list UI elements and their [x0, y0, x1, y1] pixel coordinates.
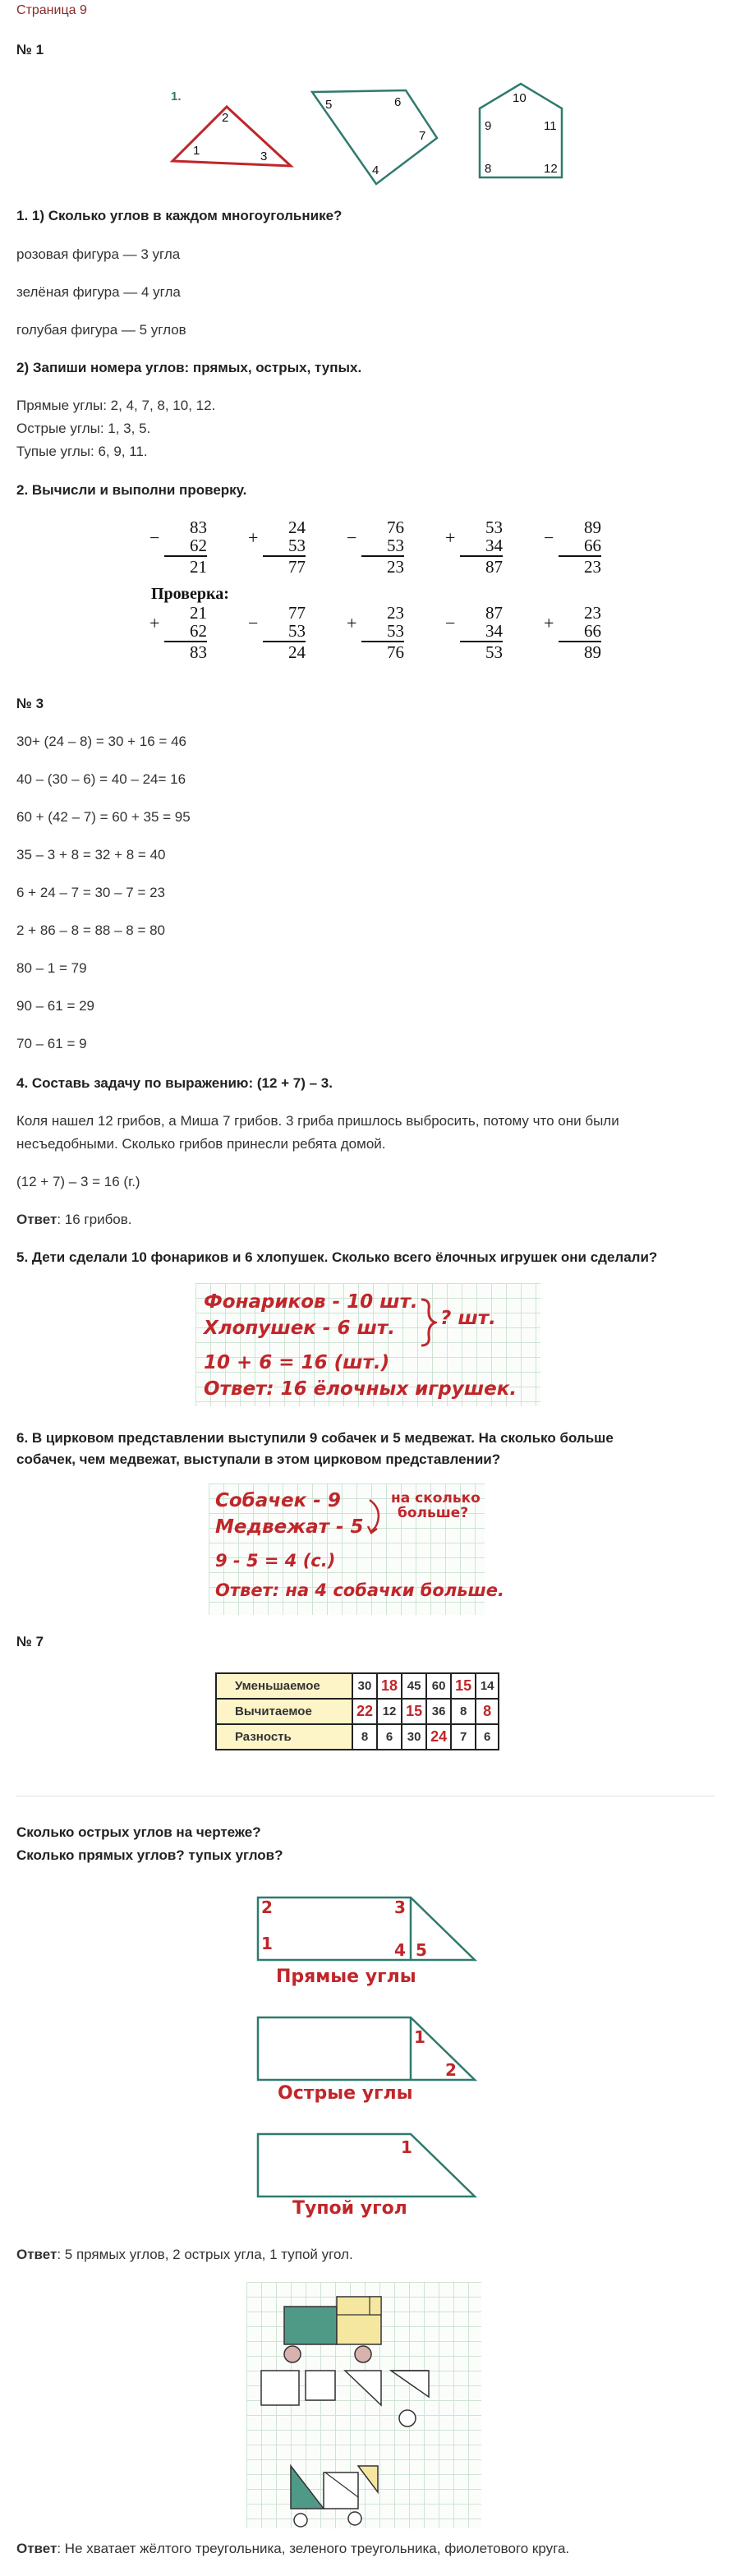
expression-line: 80 – 1 = 79: [16, 960, 87, 976]
task7-heading: № 7: [16, 1634, 44, 1649]
answer-line: Острые углы: 1, 3, 5.: [16, 421, 151, 436]
task5-heading: 5. Дети сделали 10 фонариков и 6 хлопушек. Сколько всего ёлочных игрушек они сделали?: [16, 1249, 658, 1265]
table-row: [216, 1724, 499, 1750]
operation-sign: −: [544, 527, 554, 548]
white-square: [306, 2371, 335, 2400]
result-number: 23: [387, 557, 404, 577]
answer-line: зелёная фигура — 4 угла: [16, 284, 181, 300]
answer-line: Прямые углы: 2, 4, 7, 8, 10, 12.: [16, 398, 216, 413]
operand-number: 21: [190, 603, 207, 623]
angles-question: Сколько прямых углов? тупых углов?: [16, 1847, 283, 1863]
result-number: 21: [190, 557, 207, 577]
white-triangle: [391, 2371, 429, 2397]
result-line: [361, 641, 404, 642]
operand-number: 23: [387, 603, 404, 623]
table-cell: 8: [476, 1699, 499, 1724]
expression-line: 35 – 3 + 8 = 32 + 8 = 40: [16, 847, 166, 862]
operand-number: 76: [387, 518, 404, 537]
table-cell: 15: [402, 1699, 426, 1724]
angle-num: 1: [261, 1934, 273, 1953]
hw-line: 9 - 5 = 4 (с.): [215, 1551, 336, 1571]
angle-num: 2: [445, 2060, 457, 2080]
column-calculation: [347, 518, 404, 600]
task6-heading: собачек, чем медвежат, выступали в этом цирковом представлении?: [16, 1451, 501, 1467]
operation-sign: −: [248, 613, 259, 633]
result-line: [460, 555, 503, 557]
answer-text: : 16 грибов.: [57, 1212, 132, 1227]
operand-number: 66: [584, 621, 601, 641]
column-calculation: [544, 603, 601, 685]
operand-number: 83: [190, 518, 207, 537]
task6-heading: 6. В цирковом представлении выступили 9 собачек и 5 медвежат. На сколько больше: [16, 1430, 614, 1446]
puzzle-shapes: [246, 2282, 481, 2528]
result-line: [559, 555, 601, 557]
house-num: 8: [485, 162, 492, 176]
operation-sign: −: [347, 527, 357, 548]
table-cell: 18: [377, 1673, 402, 1699]
row-label: Вычитаемое: [216, 1699, 352, 1724]
row-label: Разность: [216, 1724, 352, 1750]
operand-number: 53: [288, 621, 306, 641]
column-calculation: [347, 603, 404, 685]
expression-line: 30+ (24 – 8) = 30 + 16 = 46: [16, 734, 186, 749]
hw-note: больше?: [398, 1505, 469, 1521]
angle-num: 4: [394, 1940, 406, 1960]
hw-line: Хлопушек - 6 шт.: [204, 1318, 395, 1339]
angle-num: 1: [414, 2027, 425, 2047]
result-number: 77: [288, 557, 306, 577]
result-line: [559, 641, 601, 642]
table-cell: 14: [476, 1673, 499, 1699]
polygons-figure: [156, 76, 460, 191]
expression-line: 2 + 86 – 8 = 88 – 8 = 80: [16, 922, 166, 938]
pentagon-num: 6: [394, 95, 402, 109]
operand-number: 24: [288, 518, 306, 537]
table-row: [216, 1699, 499, 1724]
answer-text: : Не хватает жёлтого треугольника, зеленого треугольника, фиолетового круга.: [57, 2541, 570, 2556]
result-number: 23: [584, 557, 601, 577]
hw-line: Ответ: 16 ёлочных игрушек.: [204, 1378, 517, 1400]
hw-line: Фонариков - 10 шт.: [204, 1291, 418, 1313]
house-num: 10: [513, 91, 527, 105]
hw-line: Ответ: на 4 собачки больше.: [215, 1580, 505, 1600]
operation-sign: +: [445, 527, 456, 548]
angles-answer: [16, 2246, 353, 2264]
white-square: [324, 2472, 358, 2509]
task6-notebook: [209, 1484, 505, 1615]
hw-note: на сколько: [391, 1490, 481, 1506]
hw-line: 10 + 6 = 16 (шт.): [204, 1352, 390, 1373]
task4-text: несъедобными. Сколько грибов принесли ребята домой.: [16, 1136, 386, 1152]
pentagon-num: 4: [372, 163, 379, 177]
white-circle: [348, 2512, 361, 2525]
operand-number: 77: [288, 603, 306, 623]
expression-line: 40 – (30 – 6) = 40 – 24= 16: [16, 771, 186, 787]
arrow-icon: [366, 1497, 383, 1536]
white-circle: [399, 2410, 416, 2426]
angle-num: 5: [416, 1940, 427, 1960]
table-cell: 15: [451, 1673, 476, 1699]
result-number: 89: [584, 642, 601, 662]
result-number: 83: [190, 642, 207, 662]
angles-question: Сколько острых углов на чертеже?: [16, 1824, 261, 1840]
white-square: [261, 2371, 299, 2405]
angle-num: 2: [261, 1898, 273, 1917]
operation-sign: +: [248, 527, 259, 548]
white-triangle: [345, 2371, 381, 2405]
column-calculation: [445, 518, 503, 600]
operation-sign: −: [149, 527, 160, 548]
task1-heading: № 1: [16, 42, 44, 58]
house-figure: [476, 80, 567, 182]
column-calculation: [544, 518, 601, 600]
operand-number: 53: [288, 536, 306, 555]
task1-question-1: 1. 1) Сколько углов в каждом многоугольнике?: [16, 208, 343, 223]
result-line: [460, 641, 503, 642]
answer-line: голубая фигура — 5 углов: [16, 322, 186, 338]
table-cell: 7: [451, 1724, 476, 1750]
table-cell: 30: [352, 1673, 377, 1699]
operation-sign: +: [347, 613, 357, 633]
pentagon-num: 7: [419, 129, 426, 143]
green-square: [284, 2307, 337, 2344]
triangle-num: 3: [260, 150, 268, 163]
table-cell: 36: [426, 1699, 451, 1724]
result-line: [263, 641, 306, 642]
table-cell: 45: [402, 1673, 426, 1699]
brace-icon: [419, 1298, 437, 1347]
hw-question: ? шт.: [440, 1308, 496, 1329]
task3-heading: № 3: [16, 696, 44, 711]
expression-line: 6 + 24 – 7 = 30 – 7 = 23: [16, 885, 166, 900]
house-num: 12: [544, 162, 558, 176]
yellow-triangle: [358, 2466, 378, 2492]
result-line: [164, 641, 207, 642]
expression-line: 70 – 61 = 9: [16, 1036, 87, 1051]
task4-heading: 4. Составь задачу по выражению: (12 + 7) – 3.: [16, 1075, 333, 1091]
figure-caption: Прямые углы: [276, 1966, 416, 1987]
house-num: 11: [544, 119, 557, 133]
green-triangle: [291, 2466, 324, 2509]
task5-notebook: [195, 1283, 540, 1406]
result-number: 53: [485, 642, 503, 662]
calculations: [140, 518, 600, 674]
task4-answer: [16, 1211, 132, 1229]
hw-line: Медвежат - 5: [215, 1516, 364, 1538]
answer-label: Ответ: [16, 1212, 57, 1227]
operand-number: 23: [584, 603, 601, 623]
column-calculation: [248, 603, 306, 685]
table-cell: 8: [352, 1724, 377, 1750]
column-calculation: [445, 603, 503, 685]
house-num: 9: [485, 119, 492, 133]
task1-question-2: 2) Запиши номера углов: прямых, острых, тупых.: [16, 360, 362, 375]
pink-circle: [284, 2346, 301, 2362]
answer-label: Ответ: [16, 2541, 57, 2556]
final-answer: [16, 2540, 569, 2558]
result-line: [361, 555, 404, 557]
table-cell: 22: [352, 1699, 377, 1724]
table-cell: 24: [426, 1724, 451, 1750]
figure-label: 1.: [171, 90, 182, 104]
operation-sign: −: [445, 613, 456, 633]
figure-caption: Тупой угол: [292, 2198, 407, 2219]
answer-text: : 5 прямых углов, 2 острых угла, 1 тупой угол.: [57, 2247, 353, 2262]
triangle-shape: [172, 107, 291, 166]
result-number: 87: [485, 557, 503, 577]
figure-right-angles: [246, 1889, 485, 1971]
operand-number: 66: [584, 536, 601, 555]
task2-heading: 2. Вычисли и выполни проверку.: [16, 482, 247, 498]
operand-number: 34: [485, 536, 503, 555]
expression-line: 60 + (42 – 7) = 60 + 35 = 95: [16, 809, 191, 825]
table-cell: 60: [426, 1673, 451, 1699]
operand-number: 53: [387, 621, 404, 641]
column-calculation: [149, 518, 207, 600]
pink-circle: [355, 2346, 371, 2362]
operand-number: 62: [190, 536, 207, 555]
operand-number: 53: [387, 536, 404, 555]
column-calculation: [248, 518, 306, 600]
answer-line: розовая фигура — 3 угла: [16, 246, 181, 262]
operation-sign: +: [149, 613, 160, 633]
subtraction-table: [215, 1672, 499, 1750]
check-label: Проверка:: [151, 585, 229, 603]
task4-text: Коля нашел 12 грибов, а Миша 7 грибов. 3 гриба пришлось выбросить, потому что они были: [16, 1113, 619, 1129]
task4-calc: (12 + 7) – 3 = 16 (г.): [16, 1174, 140, 1189]
answer-label: Ответ: [16, 2247, 57, 2262]
column-calculation: [149, 603, 207, 685]
table-cell: 6: [377, 1724, 402, 1750]
operand-number: 34: [485, 621, 503, 641]
pentagon-num: 5: [325, 98, 333, 112]
result-line: [263, 555, 306, 557]
figure-obtuse-angle: [246, 2126, 485, 2208]
table-cell: 30: [402, 1724, 426, 1750]
table-cell: 6: [476, 1724, 499, 1750]
angle-num: 1: [401, 2137, 412, 2157]
table-cell: 12: [377, 1699, 402, 1724]
white-circle: [294, 2514, 307, 2527]
angle-num: 3: [394, 1898, 406, 1917]
hw-line: Собачек - 9: [215, 1490, 341, 1511]
operand-number: 62: [190, 621, 207, 641]
expression-line: 90 – 61 = 29: [16, 998, 95, 1014]
page-title: Страница 9: [16, 3, 87, 17]
table-row: [216, 1673, 499, 1699]
result-number: 24: [288, 642, 306, 662]
operand-number: 89: [584, 518, 601, 537]
result-number: 76: [387, 642, 404, 662]
operand-number: 87: [485, 603, 503, 623]
operation-sign: +: [544, 613, 554, 633]
result-line: [164, 555, 207, 557]
table-cell: 8: [451, 1699, 476, 1724]
operand-number: 53: [485, 518, 503, 537]
figure-caption: Острые углы: [278, 2083, 413, 2104]
triangle-num: 2: [222, 111, 229, 125]
answer-line: Тупые углы: 6, 9, 11.: [16, 444, 148, 459]
triangle-num: 1: [193, 144, 200, 158]
row-label: Уменьшаемое: [216, 1673, 352, 1699]
puzzle-grid: [246, 2282, 481, 2528]
